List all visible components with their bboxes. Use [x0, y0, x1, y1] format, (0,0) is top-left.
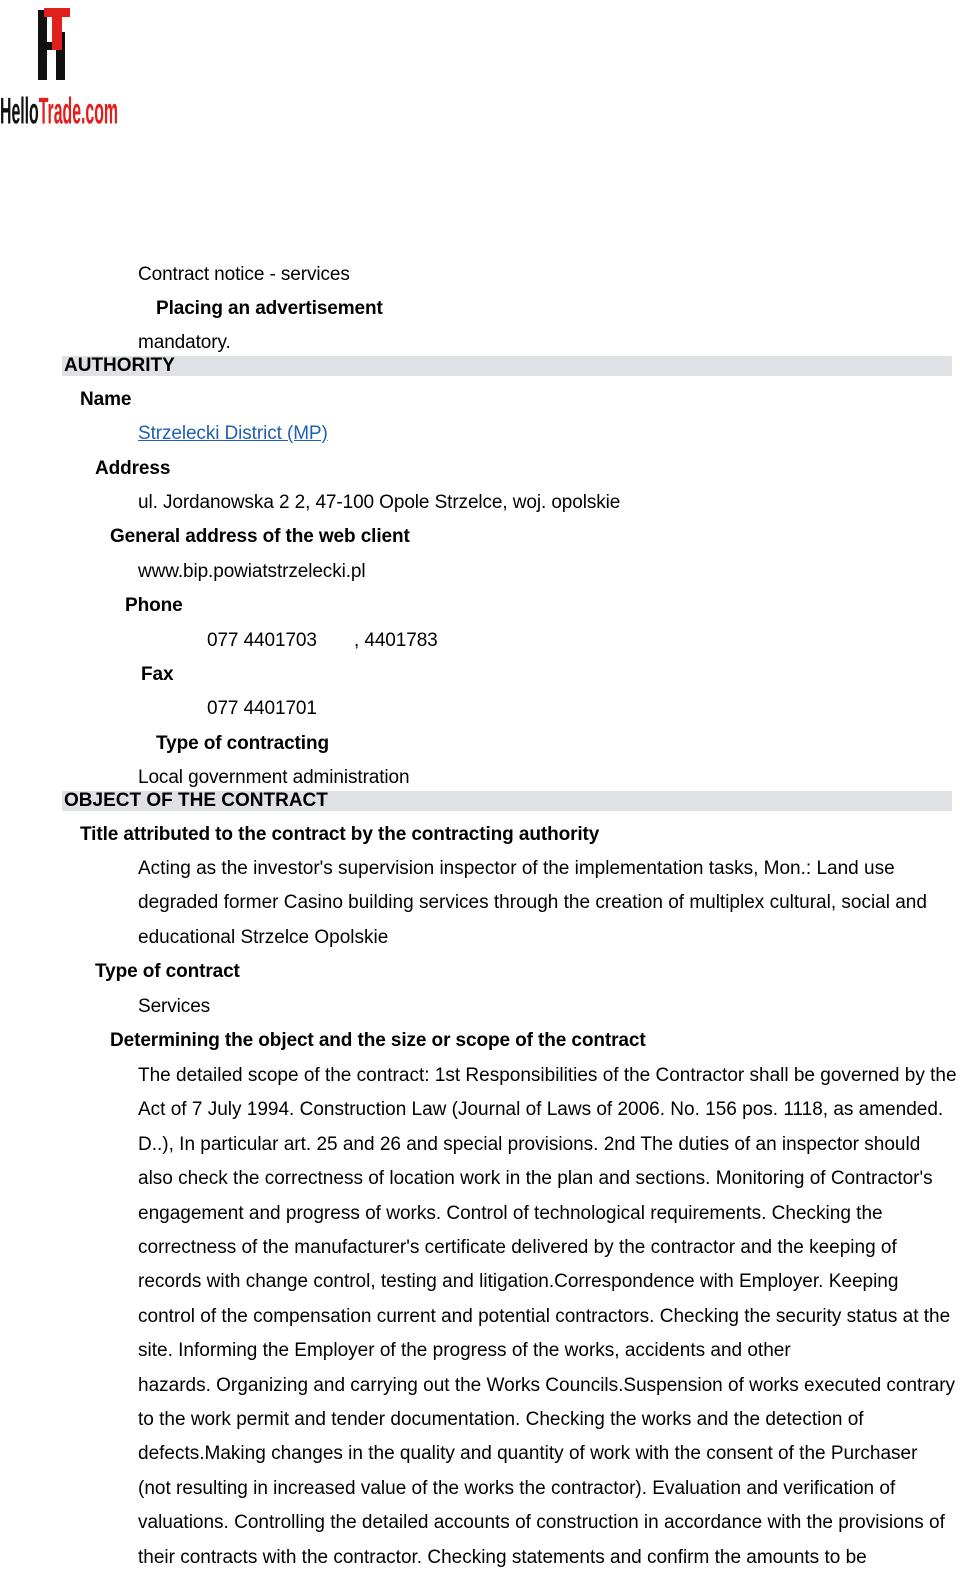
scope-line: engagement and progress of works. Control of technological requirements. Checking the	[138, 1202, 883, 1224]
hellotrade-logo-mark	[0, 6, 122, 130]
scope-text	[138, 1059, 957, 1575]
contract-type-value: Services	[138, 996, 211, 1017]
scope-line: The detailed scope of the contract: 1st Responsibilities of the Contractor shall be governed by the	[138, 1065, 957, 1086]
phone-value-2: , 4401783	[354, 630, 438, 651]
logo-text-trade: Trade	[38, 90, 119, 130]
scope-line: to the work permit and tender documentation. Checking the works and the detection of	[138, 1409, 864, 1431]
authority-name-link[interactable]: Strzelecki District (MP)	[138, 423, 328, 444]
fax-value: 077 4401701	[207, 698, 317, 719]
phone-label: Phone	[125, 595, 183, 616]
scope-line: also check the correctness of location work in the plan and sections. Monitoring of Contractor's	[138, 1168, 933, 1190]
phone-value-1: 077 4401703	[207, 630, 317, 651]
contract-type-label: Type of contract	[95, 961, 240, 982]
scope-line: valuations. Controlling the detailed accounts of construction in accordance with the provisions of	[138, 1512, 945, 1534]
contract-title-line: degraded former Casino building services through the creation of multiplex cultural, social and	[138, 892, 927, 914]
fax-label: Fax	[141, 664, 174, 685]
scope-line: records with change control, testing and litigation.Correspondence with Employer. Keeping	[138, 1271, 899, 1293]
scope-line: hazards. Organizing and carrying out the Works Councils.Suspension of works executed contrary	[138, 1374, 956, 1396]
placing-heading: Placing an advertisement	[156, 298, 383, 319]
scope-line: D..), In particular art. 25 and 26 and special provisions. 2nd The duties of an inspector should	[138, 1133, 921, 1155]
contracting-type-label: Type of contracting	[156, 733, 329, 754]
contract-title-line: Acting as the investor's supervision inspector of the implementation tasks, Mon.: Land use	[138, 858, 895, 879]
scope-label: Determining the object and the size or scope of the contract	[110, 1030, 646, 1051]
address-value: ul. Jordanowska 2 2, 47-100 Opole Strzelce, woj. opolskie	[138, 492, 621, 513]
contract-title-text	[138, 852, 938, 955]
scope-line: control of the compensation current and potential contractors. Checking the security status at the	[138, 1305, 951, 1327]
name-label: Name	[80, 389, 132, 410]
svg-text:HelloTrade.com	[0, 90, 118, 130]
scope-line: site. Informing the Employer of the progress of the works, accidents and other	[138, 1340, 791, 1362]
authority-section-header: AUTHORITY	[62, 356, 952, 376]
scope-line: (not resulting in increased value of the works the contractor). Evaluation and verification of	[138, 1477, 896, 1499]
scope-line: defects.Making changes in the quality and quantity of work with the consent of the Purchaser	[138, 1443, 918, 1465]
notice-type: Contract notice - services	[138, 264, 350, 285]
web-address-label: General address of the web client	[110, 526, 410, 547]
logo-text-hello: Hello	[0, 90, 74, 130]
placing-value: mandatory.	[138, 332, 231, 353]
hellotrade-logo[interactable]	[0, 6, 122, 130]
scope-line: Act of 7 July 1994. Construction Law (Journal of Laws of 2006. No. 156 pos. 1118, as amended.	[138, 1099, 944, 1121]
scope-line: correctness of the manufacturer's certificate delivered by the contractor and the keeping of	[138, 1237, 897, 1259]
object-section-header: OBJECT OF THE CONTRACT	[62, 791, 952, 811]
contract-title-label: Title attributed to the contract by the contracting authority	[80, 824, 600, 845]
contract-title-line: educational Strzelce Opolskie	[138, 926, 389, 948]
scope-line: their contracts with the contractor. Checking statements and confirm the amounts to be	[138, 1546, 867, 1568]
web-address-value: www.bip.powiatstrzelecki.pl	[138, 561, 366, 582]
address-label: Address	[95, 458, 171, 479]
contracting-type-value: Local government administration	[138, 767, 410, 788]
